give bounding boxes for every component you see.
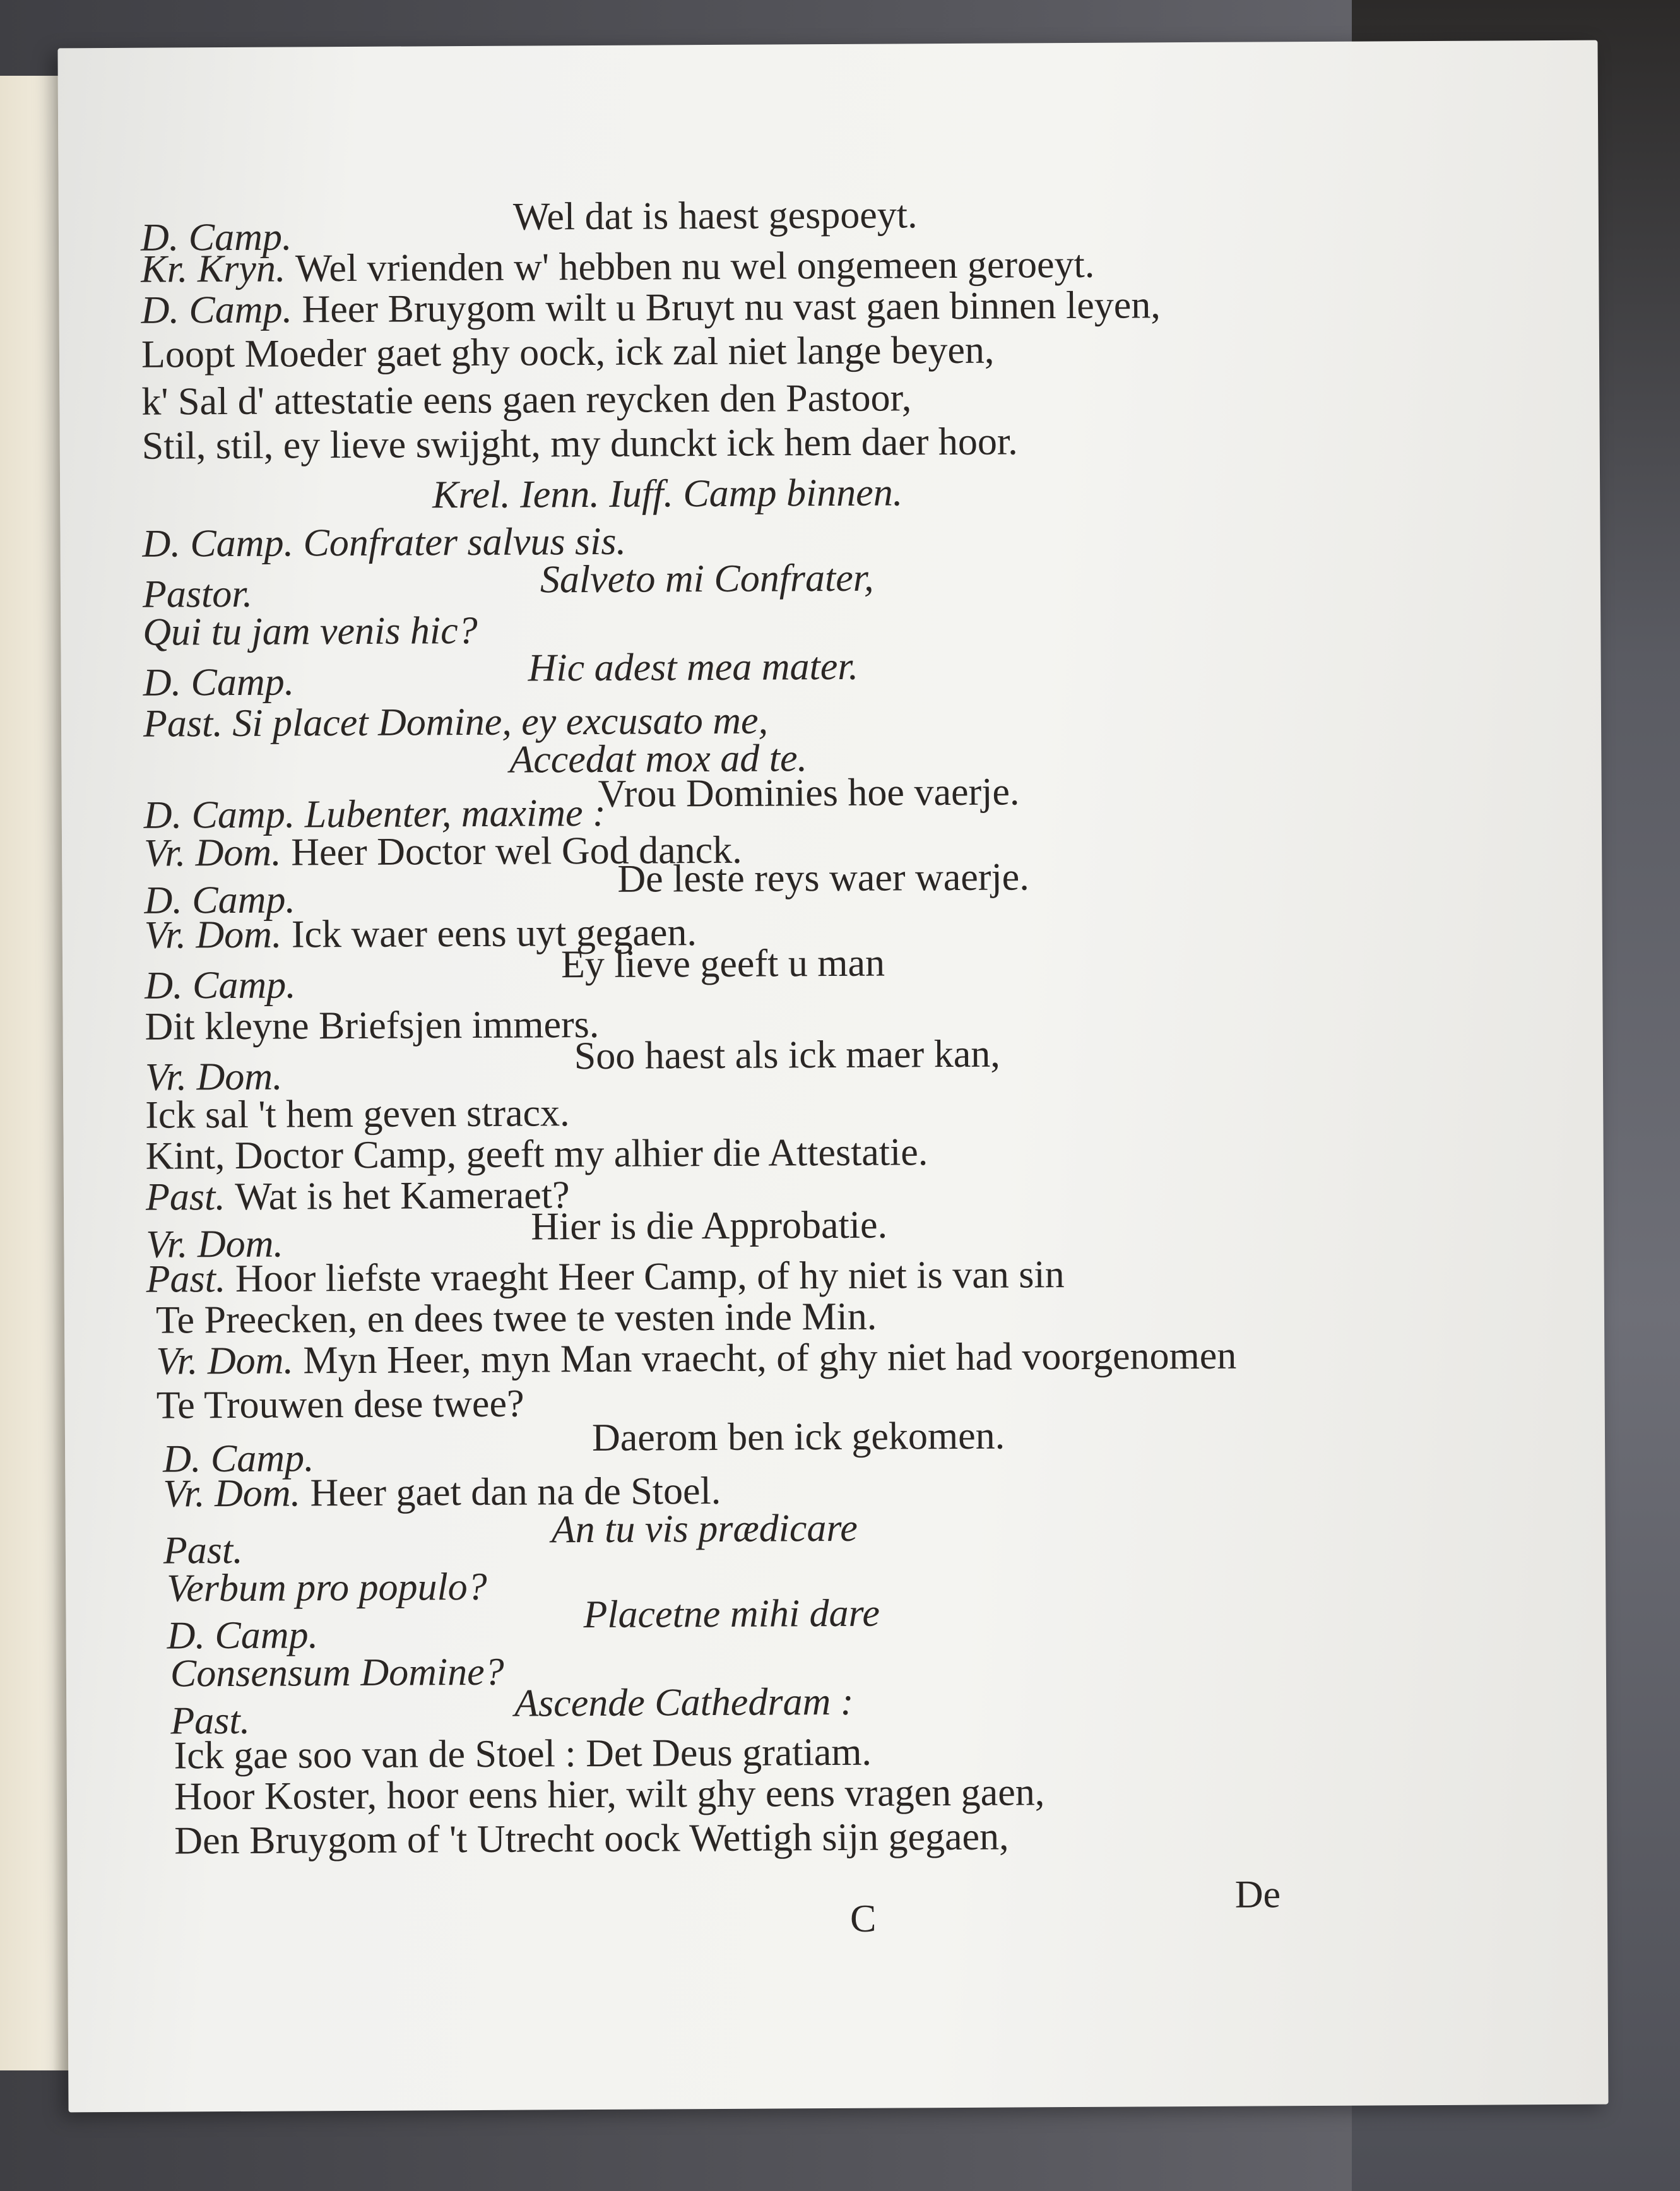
text-line bbox=[598, 770, 1020, 816]
text-line bbox=[156, 1297, 877, 1340]
text-line bbox=[170, 1650, 504, 1695]
speaker-label: D. Camp. bbox=[142, 521, 294, 566]
dialogue-text: Si placet Domine, ey excusato me, bbox=[232, 699, 769, 745]
dialogue-text: k' Sal d' attestatie eens gaen reycken den Pastoor, bbox=[141, 376, 912, 424]
dialogue-text: Heer Doctor wel God danck. bbox=[291, 828, 742, 874]
dialogue-text: Ick sal 't hem geven stracx. bbox=[145, 1091, 570, 1137]
dialogue-text: Consensum Domine? bbox=[170, 1650, 504, 1695]
speaker-label: Vr. Dom. bbox=[163, 1471, 301, 1516]
text-line bbox=[141, 376, 912, 424]
speaker-label: Vr. Dom. bbox=[143, 831, 281, 875]
dialogue-text: An tu vis prædicare bbox=[551, 1506, 858, 1552]
book-page bbox=[57, 40, 1608, 2113]
text-line bbox=[528, 644, 859, 690]
dialogue-text: De leste reys waer waerje. bbox=[617, 855, 1029, 901]
text-line bbox=[141, 420, 1018, 468]
text-line bbox=[143, 574, 252, 614]
dialogue-text: Wel vrienden w' hebben nu wel ongemeen geroeyt. bbox=[295, 242, 1095, 290]
text-line bbox=[156, 1336, 1236, 1381]
text-line bbox=[163, 1528, 243, 1572]
speaker-label: Past. bbox=[143, 702, 223, 745]
text-line bbox=[174, 1730, 872, 1778]
text-line bbox=[583, 1591, 880, 1637]
text-line bbox=[551, 1506, 858, 1552]
dialogue-text: Te Trouwen dese twee? bbox=[156, 1382, 524, 1427]
text-line bbox=[514, 1682, 854, 1723]
text-line bbox=[145, 1057, 283, 1097]
dialogue-text: Kint, Doctor Camp, geeft my alhier die Attestatie. bbox=[145, 1131, 928, 1178]
speaker-label: D. Camp. bbox=[141, 288, 293, 332]
dialogue-text: Hoor Koster, hoor eens hier, wilt ghy eens vragen gaen, bbox=[174, 1771, 1045, 1819]
dialogue-text: Hic adest mea mater. bbox=[528, 644, 859, 690]
dialogue-text: Verbum pro populo? bbox=[167, 1565, 487, 1610]
dialogue-text: Loopt Moeder gaet ghy oock, ick zal niet lange beyen, bbox=[141, 328, 995, 376]
speaker-label: Vr. Dom. bbox=[144, 913, 282, 957]
text-line bbox=[144, 793, 606, 835]
dialogue-text: Te Preecken, en dees twee te vesten inde Min. bbox=[155, 1295, 877, 1342]
speaker-label: Vr. Dom. bbox=[156, 1339, 294, 1383]
text-line bbox=[574, 1032, 1000, 1078]
dialogue-text: Krel. Ienn. Iuff. Camp binnen. bbox=[432, 471, 903, 517]
dialogue-text: Qui tu jam venis hic? bbox=[143, 609, 478, 654]
text-line bbox=[146, 1175, 570, 1217]
text-line bbox=[531, 1203, 888, 1249]
dialogue-text: Den Bruygom of 't Utrecht oock Wettigh sijn gegaen, bbox=[174, 1815, 1009, 1863]
dialogue-text: Daerom ben ick gekomen. bbox=[591, 1414, 1005, 1460]
speaker-label: D. Camp. bbox=[145, 963, 296, 1007]
text-line bbox=[540, 556, 874, 602]
speaker-label: Vr. Dom. bbox=[146, 1222, 284, 1266]
speaker-label: Past. bbox=[170, 1699, 251, 1743]
dialogue-text: Accedat mox ad te. bbox=[509, 737, 808, 781]
catchword: De bbox=[1234, 1873, 1281, 1916]
speaker-label: D. Camp. bbox=[140, 215, 292, 259]
dialogue-text: Myn Heer, myn Man vraecht, of ghy niet had voorgenomen bbox=[303, 1334, 1237, 1382]
dialogue-text: Placetne mihi dare bbox=[583, 1591, 880, 1637]
text-line bbox=[146, 1255, 1065, 1299]
speaker-label: Past. bbox=[163, 1528, 243, 1572]
text-line bbox=[592, 1416, 1005, 1458]
dialogue-text: Vrou Dominies hoe vaerje. bbox=[598, 770, 1020, 816]
text-line bbox=[145, 1093, 570, 1135]
text-line bbox=[145, 1131, 928, 1178]
dialogue-text: Heer Bruygom wilt u Bruyt nu vast gaen binnen leyen, bbox=[302, 283, 1161, 331]
text-line bbox=[142, 522, 626, 564]
dialogue-text: Dit kleyne Briefsjen immers. bbox=[145, 1002, 600, 1048]
dialogue-text: Salveto mi Confrater, bbox=[540, 556, 874, 602]
speaker-label: D. Camp. bbox=[143, 793, 295, 837]
dialogue-text: Ick waer eens uyt gegaen. bbox=[291, 911, 697, 956]
text-line bbox=[432, 471, 903, 517]
signature-mark: C bbox=[849, 1897, 877, 1940]
text-line bbox=[145, 1002, 600, 1048]
dialogue-text: Ick gae soo van de Stoel : Det Deus gratiam. bbox=[174, 1730, 872, 1778]
text-line bbox=[174, 1817, 1009, 1861]
text-line bbox=[512, 193, 918, 239]
speaker-label: Kr. Kryn. bbox=[141, 247, 286, 291]
dialogue-text: Stil, stil, ey lieve swijght, my dunckt ick hem daer hoor. bbox=[141, 420, 1018, 468]
dialogue-text: Wat is het Kameraet? bbox=[235, 1173, 570, 1218]
text-line bbox=[143, 611, 478, 652]
dialogue-text: Lubenter, maxime : bbox=[304, 791, 606, 836]
speaker-label: Past. bbox=[146, 1257, 226, 1301]
text-line bbox=[163, 1471, 721, 1514]
dialogue-text: Ey lieve geeft u man bbox=[560, 941, 885, 987]
text-line bbox=[141, 242, 1095, 291]
text-line bbox=[560, 941, 885, 987]
text-line bbox=[174, 1771, 1045, 1819]
text-line bbox=[145, 965, 296, 1005]
text-line bbox=[143, 662, 295, 702]
dialogue-text: Heer gaet dan na de Stoel. bbox=[310, 1469, 721, 1515]
speaker-label: Pastor. bbox=[142, 572, 253, 616]
dialogue-text: Ascende Cathedram : bbox=[514, 1680, 854, 1725]
speaker-label: D. Camp. bbox=[143, 660, 295, 704]
text-line bbox=[167, 1567, 487, 1608]
text-line bbox=[157, 1384, 524, 1425]
dialogue-text: Hoor liefste vraeght Heer Camp, of hy niet is van sin bbox=[235, 1253, 1065, 1300]
dialogue-text: Hier is die Approbatie. bbox=[531, 1203, 888, 1249]
text-block bbox=[57, 40, 1597, 1863]
text-line bbox=[617, 855, 1029, 901]
text-line bbox=[167, 1613, 319, 1658]
speaker-label: Past. bbox=[145, 1175, 225, 1219]
speaker-label: Vr. Dom. bbox=[145, 1055, 283, 1099]
speaker-label: D. Camp. bbox=[162, 1437, 314, 1481]
dialogue-text: Soo haest als ick maer kan, bbox=[574, 1032, 1000, 1078]
dialogue-text: Wel dat is haest gespoeyt. bbox=[512, 193, 918, 239]
text-line bbox=[141, 285, 1160, 330]
text-line bbox=[141, 328, 995, 376]
speaker-label: D. Camp. bbox=[167, 1613, 319, 1658]
dialogue-text: Confrater salvus sis. bbox=[303, 520, 627, 565]
speaker-label: D. Camp. bbox=[144, 878, 296, 922]
